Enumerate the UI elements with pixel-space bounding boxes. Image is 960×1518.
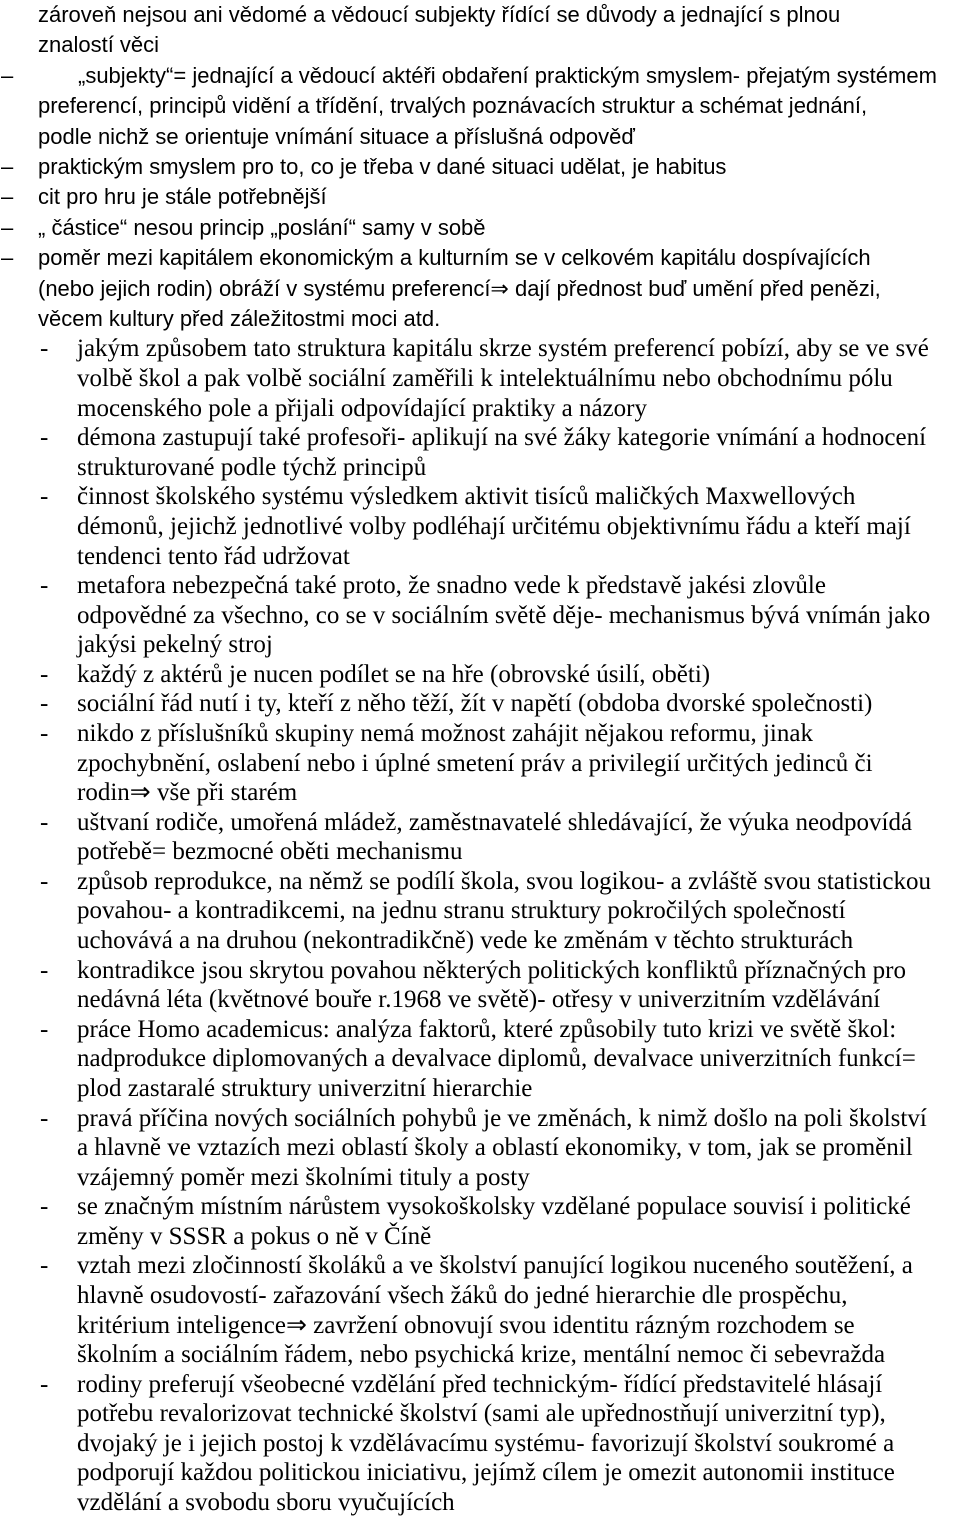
line-text: vzdělání a svobodu sboru vyučujících <box>77 1489 455 1517</box>
text-line <box>0 30 960 60</box>
text-line <box>0 1311 960 1341</box>
line-text: povahou- a kontradikcemi, na jednu stranu struktury pokročilých společností <box>77 897 846 925</box>
line-text: preferencí, principů vidění a třídění, trvalých poznávacích struktur a schémat jednání, <box>38 93 868 119</box>
text-line <box>0 630 960 660</box>
list-item <box>0 808 960 867</box>
text-line <box>0 482 960 512</box>
line-text: podle nichž se orientuje vnímání situace a příslušná odpověď <box>38 123 635 149</box>
line-text: mocenského pole a přijali odpovídající praktiky a názory <box>77 394 647 422</box>
line-text: cit pro hru je stále potřebnější <box>38 184 327 210</box>
hyphen-bullet: - <box>40 808 49 836</box>
text-line <box>0 243 960 273</box>
line-text: nadprodukce diplomovaných a devalvace diplomů, devalvace univerzitních funkcí= <box>77 1045 916 1073</box>
hyphen-bullet: - <box>40 1015 49 1043</box>
dash-bullet: – <box>1 154 14 180</box>
list-item <box>0 482 960 571</box>
line-text: jakýsi pekelný stroj <box>77 631 273 659</box>
dash-bullet: – <box>1 245 14 271</box>
line-text: kontradikce jsou skrytou povahou některých politických konfliktů příznačných pro <box>77 956 906 984</box>
hyphen-bullet: - <box>40 867 49 895</box>
line-text: (nebo jejich rodin) obráží v systému preferencí⇒ dají přednost buď umění před penězi, <box>38 275 881 301</box>
list-item <box>0 689 960 719</box>
text-line <box>0 719 960 749</box>
text-line <box>0 1488 960 1518</box>
list-item <box>0 867 960 956</box>
line-text: potřebu revalorizovat technické školství (sami ale upřednostňují univerzitní typ), <box>77 1400 886 1428</box>
text-line <box>0 213 960 243</box>
line-text: sociální řád nutí i ty, kteří z něho těží, žít v napětí (obdoba dvorské společnosti) <box>77 690 873 718</box>
dash-bullet: – <box>1 184 14 210</box>
text-line <box>0 867 960 897</box>
list-item <box>0 213 960 243</box>
dash-bullet: – <box>1 214 14 240</box>
list-item <box>0 61 960 152</box>
hyphen-bullet: - <box>40 424 49 452</box>
text-line <box>0 512 960 542</box>
text-line <box>0 1370 960 1400</box>
line-text: se značným místním nárůstem vysokoškolsky vzdělané populace souvisí i politické <box>77 1193 911 1221</box>
line-text: rodin⇒ vše při starém <box>77 779 298 807</box>
line-text: vzájemný poměr mezi školními tituly a posty <box>77 1163 530 1191</box>
line-text: rodiny preferují všeobecné vzdělání před technickým- řídící představitelé hlásají <box>77 1370 883 1398</box>
list-item <box>0 243 960 334</box>
list-item <box>0 334 960 423</box>
text-line <box>0 1399 960 1429</box>
line-text: práce Homo academicus: analýza faktorů, které způsobily tuto krizi ve světě škol: <box>77 1015 897 1043</box>
hyphen-bullet: - <box>40 719 49 747</box>
hyphen-bullet: - <box>40 660 49 688</box>
list-item <box>0 182 960 212</box>
list-item <box>0 1015 960 1104</box>
text-line <box>0 571 960 601</box>
line-text: plod zastaralé struktury univerzitní hierarchie <box>77 1074 533 1102</box>
list-item <box>0 1104 960 1193</box>
line-text: kritérium inteligence⇒ zavržení obnovují svou identitu rázným rozchodem se <box>77 1311 855 1339</box>
line-text: odpovědné za všechno, co se v sociálním světě děje- mechanismus bývá vnímán jako <box>77 601 931 629</box>
text-line <box>0 749 960 779</box>
text-line <box>0 601 960 631</box>
line-text: „subjekty“= jednající a vědoucí aktéři obdaření praktickým smyslem- přejatým systémem <box>78 62 937 88</box>
list-item <box>0 1251 960 1369</box>
list-item <box>0 1192 960 1251</box>
hyphen-bullet: - <box>40 572 49 600</box>
hyphen-bullet: - <box>40 1104 49 1132</box>
list-item <box>0 719 960 808</box>
text-line <box>0 808 960 838</box>
list-item <box>0 423 960 482</box>
text-line <box>0 926 960 956</box>
text-line <box>0 778 960 808</box>
text-line <box>0 122 960 152</box>
line-text: každý z aktérů je nucen podílet se na hře (obrovské úsilí, oběti) <box>77 660 711 688</box>
text-line <box>0 896 960 926</box>
text-line <box>0 334 960 364</box>
text-line <box>0 689 960 719</box>
text-line <box>0 304 960 334</box>
line-text: démonů, jejichž jednotlivé volby podléhají určitému objektivnímu řádu a kteří mají <box>77 512 911 540</box>
text-line <box>0 542 960 572</box>
text-line <box>0 394 960 424</box>
line-text: metafora nebezpečná také proto, že snadno vede k představě jakési zlovůle <box>77 572 826 600</box>
line-text: nikdo z příslušníků skupiny nemá možnost zahájit nějakou reformu, jinak <box>77 719 813 747</box>
text-line <box>0 0 960 30</box>
text-line <box>0 1015 960 1045</box>
list-item <box>0 660 960 690</box>
text-line <box>0 660 960 690</box>
text-line <box>0 182 960 212</box>
text-line <box>0 1222 960 1252</box>
text-line <box>0 61 960 91</box>
text-line <box>0 1251 960 1281</box>
text-line <box>0 453 960 483</box>
line-text: školním a sociálním řádem, nebo psychická krize, mentální nemoc či sebevražda <box>77 1341 886 1369</box>
line-text: pravá příčina nových sociálních pohybů je ve změnách, k nimž došlo na poli školství <box>77 1104 927 1132</box>
line-text: volbě škol a pak volbě sociální zaměřili k intelektuálnímu nebo obchodnímu pólu <box>77 365 893 393</box>
list-item <box>0 956 960 1015</box>
line-text: démona zastupují také profesoři- aplikují na své žáky kategorie vnímání a hodnocení <box>77 424 927 452</box>
text-line <box>0 1458 960 1488</box>
line-text: věcem kultury před záležitostmi moci atd. <box>38 306 441 332</box>
line-text: zároveň nejsou ani vědomé a vědoucí subjekty řídící se důvody a jednající s plnou <box>38 2 841 27</box>
text-line <box>0 364 960 394</box>
intro-section <box>0 0 960 334</box>
line-text: praktickým smyslem pro to, co je třeba v dané situaci udělat, je habitus <box>38 154 727 180</box>
line-text: zpochybnění, oslabení nebo i úplné smetení práv a privilegií určitých jedinců či <box>77 749 873 777</box>
text-line <box>0 1340 960 1370</box>
line-text: činnost školského systému výsledkem aktivit tisíců maličkých Maxwellových <box>77 483 856 511</box>
text-line <box>0 837 960 867</box>
hyphen-bullet: - <box>40 483 49 511</box>
line-text: strukturované podle týchž principů <box>77 453 427 481</box>
line-text: dvojaký je i jejich postoj k vzdělávacímu systému- favorizují školství soukromé a <box>77 1429 895 1457</box>
list-item <box>0 1370 960 1518</box>
hyphen-bullet: - <box>40 956 49 984</box>
line-text: „ částice“ nesou princip „poslání“ samy v sobě <box>38 214 486 240</box>
line-text: podporují každou politickou iniciativu, jejímž cílem je omezit autonomii instituce <box>77 1459 895 1487</box>
hyphen-bullet: - <box>40 1193 49 1221</box>
line-text: a hlavně ve vztazích mezi oblastí školy a oblastí ekonomiky, v tom, jak se proměnil <box>77 1134 913 1162</box>
text-line <box>0 1104 960 1134</box>
text-line <box>0 1163 960 1193</box>
line-text: znalostí věci <box>38 32 160 58</box>
line-text: způsob reprodukce, na němž se podílí škola, svou logikou- a zvláště svou statistickou <box>77 867 931 895</box>
text-line <box>0 1074 960 1104</box>
bullet-list <box>0 334 960 1517</box>
text-line <box>0 1429 960 1459</box>
text-line <box>0 1133 960 1163</box>
list-item <box>0 571 960 660</box>
text-line <box>0 1192 960 1222</box>
line-text: hlavně osudovostí- zařazování všech žáků do jedné hierarchie dle prospěchu, <box>77 1281 848 1309</box>
text-line <box>0 423 960 453</box>
line-text: potřebě= bezmocné oběti mechanismu <box>77 838 463 866</box>
line-text: uchovává a na druhou (nekontradikčně) vede ke změnám v těchto strukturách <box>77 927 854 955</box>
line-text: poměr mezi kapitálem ekonomickým a kulturním se v celkovém kapitálu dospívajících <box>38 245 871 271</box>
hyphen-bullet: - <box>40 1370 49 1398</box>
line-text: jakým způsobem tato struktura kapitálu skrze systém preferencí pobízí, aby se ve své <box>77 335 929 363</box>
line-text: uštvaní rodiče, umořená mládež, zaměstnavatelé shledávající, že výuka neodpovídá <box>77 808 913 836</box>
text-line <box>0 956 960 986</box>
text-line <box>0 985 960 1015</box>
text-line <box>0 274 960 304</box>
hyphen-bullet: - <box>40 1252 49 1280</box>
line-text: vztah mezi zločinností školáků a ve školství panující logikou nuceného soutěžení, a <box>77 1252 913 1280</box>
line-text: změny v SSSR a pokus o ně v Číně <box>77 1222 432 1250</box>
line-text: nedávná léta (květnové bouře r.1968 ve světě)- otřesy v univerzitním vzdělávání <box>77 986 881 1014</box>
text-line <box>0 1281 960 1311</box>
hyphen-bullet: - <box>40 335 49 363</box>
line-text: tendenci tento řád udržovat <box>77 542 350 570</box>
hyphen-bullet: - <box>40 690 49 718</box>
list-item <box>0 152 960 182</box>
dash-bullet: – <box>1 62 14 88</box>
text-line <box>0 1044 960 1074</box>
text-line <box>0 152 960 182</box>
text-line <box>0 91 960 121</box>
